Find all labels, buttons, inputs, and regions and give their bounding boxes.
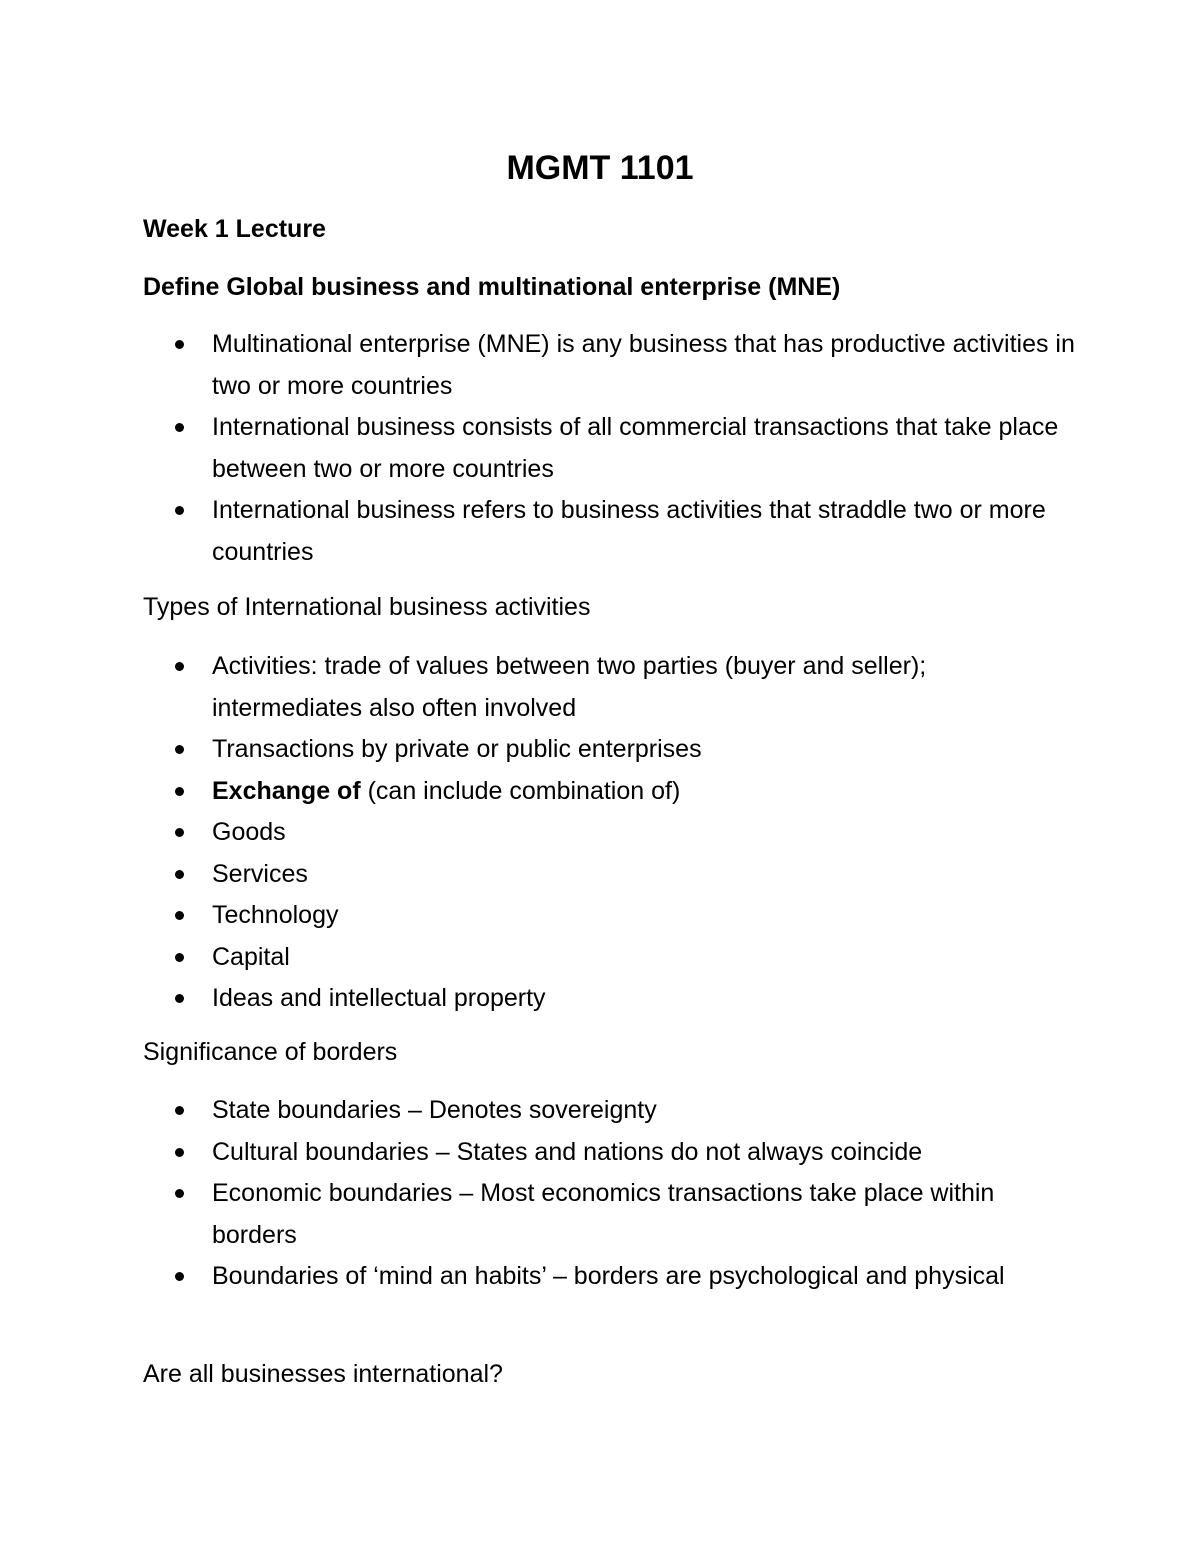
list-item: Economic boundaries – Most economics transactions take place within borders: [0, 1173, 1200, 1256]
borders-list: [0, 1090, 1200, 1298]
business-activities-list: [0, 646, 1200, 1020]
week-heading: Week 1 Lecture: [143, 215, 326, 243]
list-item: Services: [0, 854, 1200, 896]
list-item: Transactions by private or public enterprises: [0, 729, 1200, 771]
bullet-icon: [175, 787, 184, 796]
bullet-icon: [175, 1148, 184, 1157]
list-item: Technology: [0, 895, 1200, 937]
section-heading-borders: Significance of borders: [143, 1038, 398, 1066]
section-heading-types: Types of International business activities: [143, 593, 591, 621]
mne-definition-list: [0, 324, 1200, 573]
bullet-icon: [175, 1106, 184, 1115]
list-item: International business consists of all commercial transactions that take place between two or more countries: [0, 407, 1200, 490]
list-item: Multinational enterprise (MNE) is any business that has productive activities in two or more countries: [0, 324, 1200, 407]
list-item: Activities: trade of values between two parties (buyer and seller); intermediates also often involved: [0, 646, 1200, 729]
list-item: International business refers to business activities that straddle two or more countries: [0, 490, 1200, 573]
bullet-icon: [175, 911, 184, 920]
list-item: Capital: [0, 937, 1200, 979]
bullet-icon: [175, 340, 184, 349]
list-item: [0, 771, 1200, 813]
bullet-icon: [175, 953, 184, 962]
list-item: Ideas and intellectual property: [0, 978, 1200, 1020]
exchange-note: (can include combination of): [360, 776, 681, 805]
list-item: Goods: [0, 812, 1200, 854]
bullet-icon: [175, 828, 184, 837]
list-item: Boundaries of ‘mind an habits’ – borders are psychological and physical: [0, 1256, 1200, 1298]
bullet-icon: [175, 994, 184, 1003]
closing-question: Are all businesses international?: [143, 1360, 503, 1388]
exchange-label: Exchange of: [212, 776, 361, 805]
section-heading-mne: Define Global business and multinational enterprise (MNE): [143, 273, 841, 301]
list-item: State boundaries – Denotes sovereignty: [0, 1090, 1200, 1132]
bullet-icon: [175, 662, 184, 671]
bullet-icon: [175, 870, 184, 879]
bullet-icon: [175, 1272, 184, 1281]
bullet-icon: [175, 506, 184, 515]
bullet-icon: [175, 423, 184, 432]
list-item: Cultural boundaries – States and nations do not always coincide: [0, 1132, 1200, 1174]
document-title: MGMT 1101: [506, 149, 694, 187]
bullet-icon: [175, 1189, 184, 1198]
bullet-icon: [175, 745, 184, 754]
